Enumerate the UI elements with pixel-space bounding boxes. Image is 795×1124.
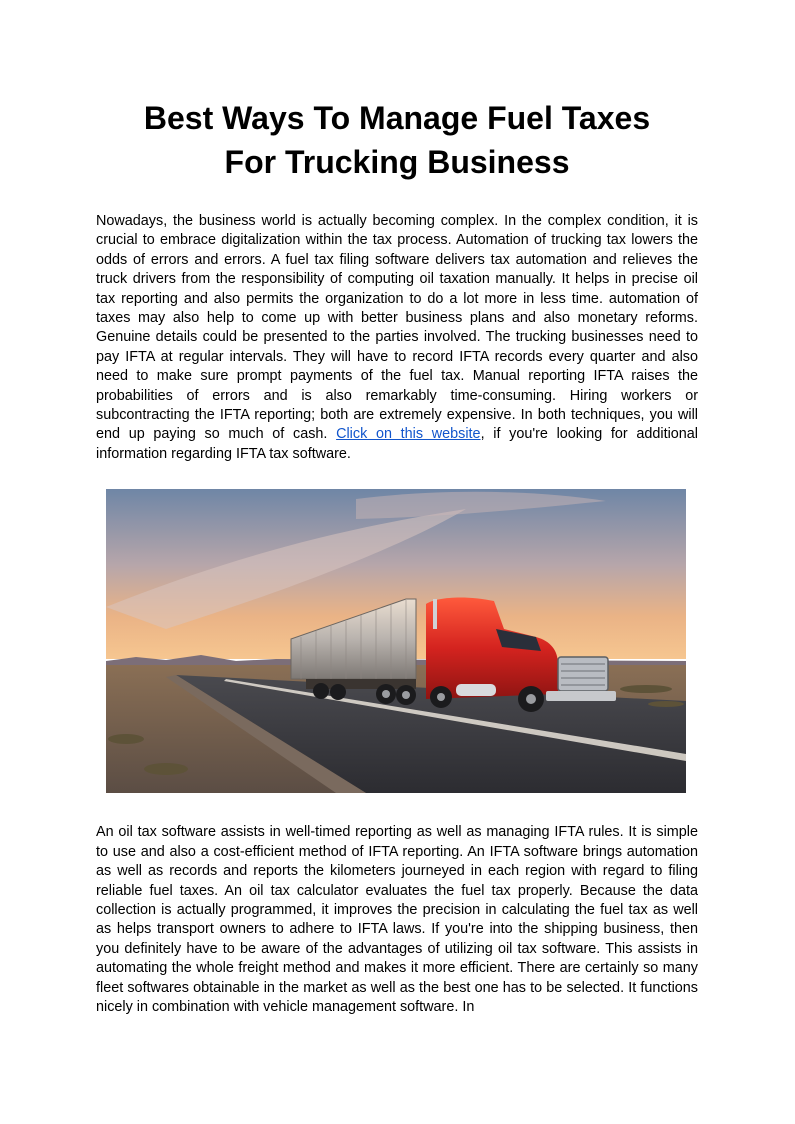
intro-text: Nowadays, the business world is actually becoming complex. In the complex condition, it is crucial to embrace digitalization within the tax process. Automation of trucking tax lowers the odds of errors and errors. A fuel tax filing software delivers tax automation and relieves the truck drivers from the responsibility of computing oil taxation manually. It helps in precise oil tax reporting and also permits the organization to do a lot more in less time. automation of taxes may also help to come up with better business plans and also monetary reforms. Genuine details could be presented to the parties involved. The trucking businesses need to pay IFTA at regular intervals. They will have to record IFTA records every quarter and also need to make sure prompt payments of the fuel tax. Manual reporting IFTA raises the probabilities of errors and is also remarkably time-consuming. Hiring workers or subcontracting the IFTA reporting; both are extremely expensive. In both techniques, you will end up paying so much of cash. (96, 213, 698, 443)
truck-illustration (106, 489, 686, 793)
truck-photo (106, 489, 686, 793)
website-link[interactable]: Click on this website (336, 426, 481, 443)
title-line-1: Best Ways To Manage Fuel Taxes (143, 100, 651, 136)
fuel-tank (456, 684, 496, 696)
title-line-2: For Trucking Business (224, 144, 570, 180)
body-paragraph: An oil tax software assists in well-timed reporting as well as managing IFTA rules. It is simple to use and also a cost-efficient method of IFTA reporting. An IFTA software brings automation as well as records and reports the kilometers journeyed in each region with regard to filing reliable fuel taxes. An oil tax calculator evaluates the fuel tax properly. Because the data collection is actually programmed, it improves the precision in calculating the fuel tax as well as helps transport owners to adhere to IFTA laws. If you're into the shipping business, then you definitely have to be aware of the advantages of utilizing oil tax software. This assists in automating the whole freight method and makes it more efficient. There are certainly so many fleet softwares obtainable in the market as well as the best one has to be selected. It functions nicely in combination with vehicle management software. In (96, 824, 698, 1015)
document-page (96, 96, 698, 1017)
intro-paragraph (96, 212, 698, 464)
document-title (96, 96, 698, 184)
intro-text-tail: , if you're looking for additional information regarding IFTA tax software. (96, 426, 698, 462)
bumper (546, 691, 616, 701)
grille (558, 657, 608, 691)
exhaust-stack (433, 599, 437, 629)
